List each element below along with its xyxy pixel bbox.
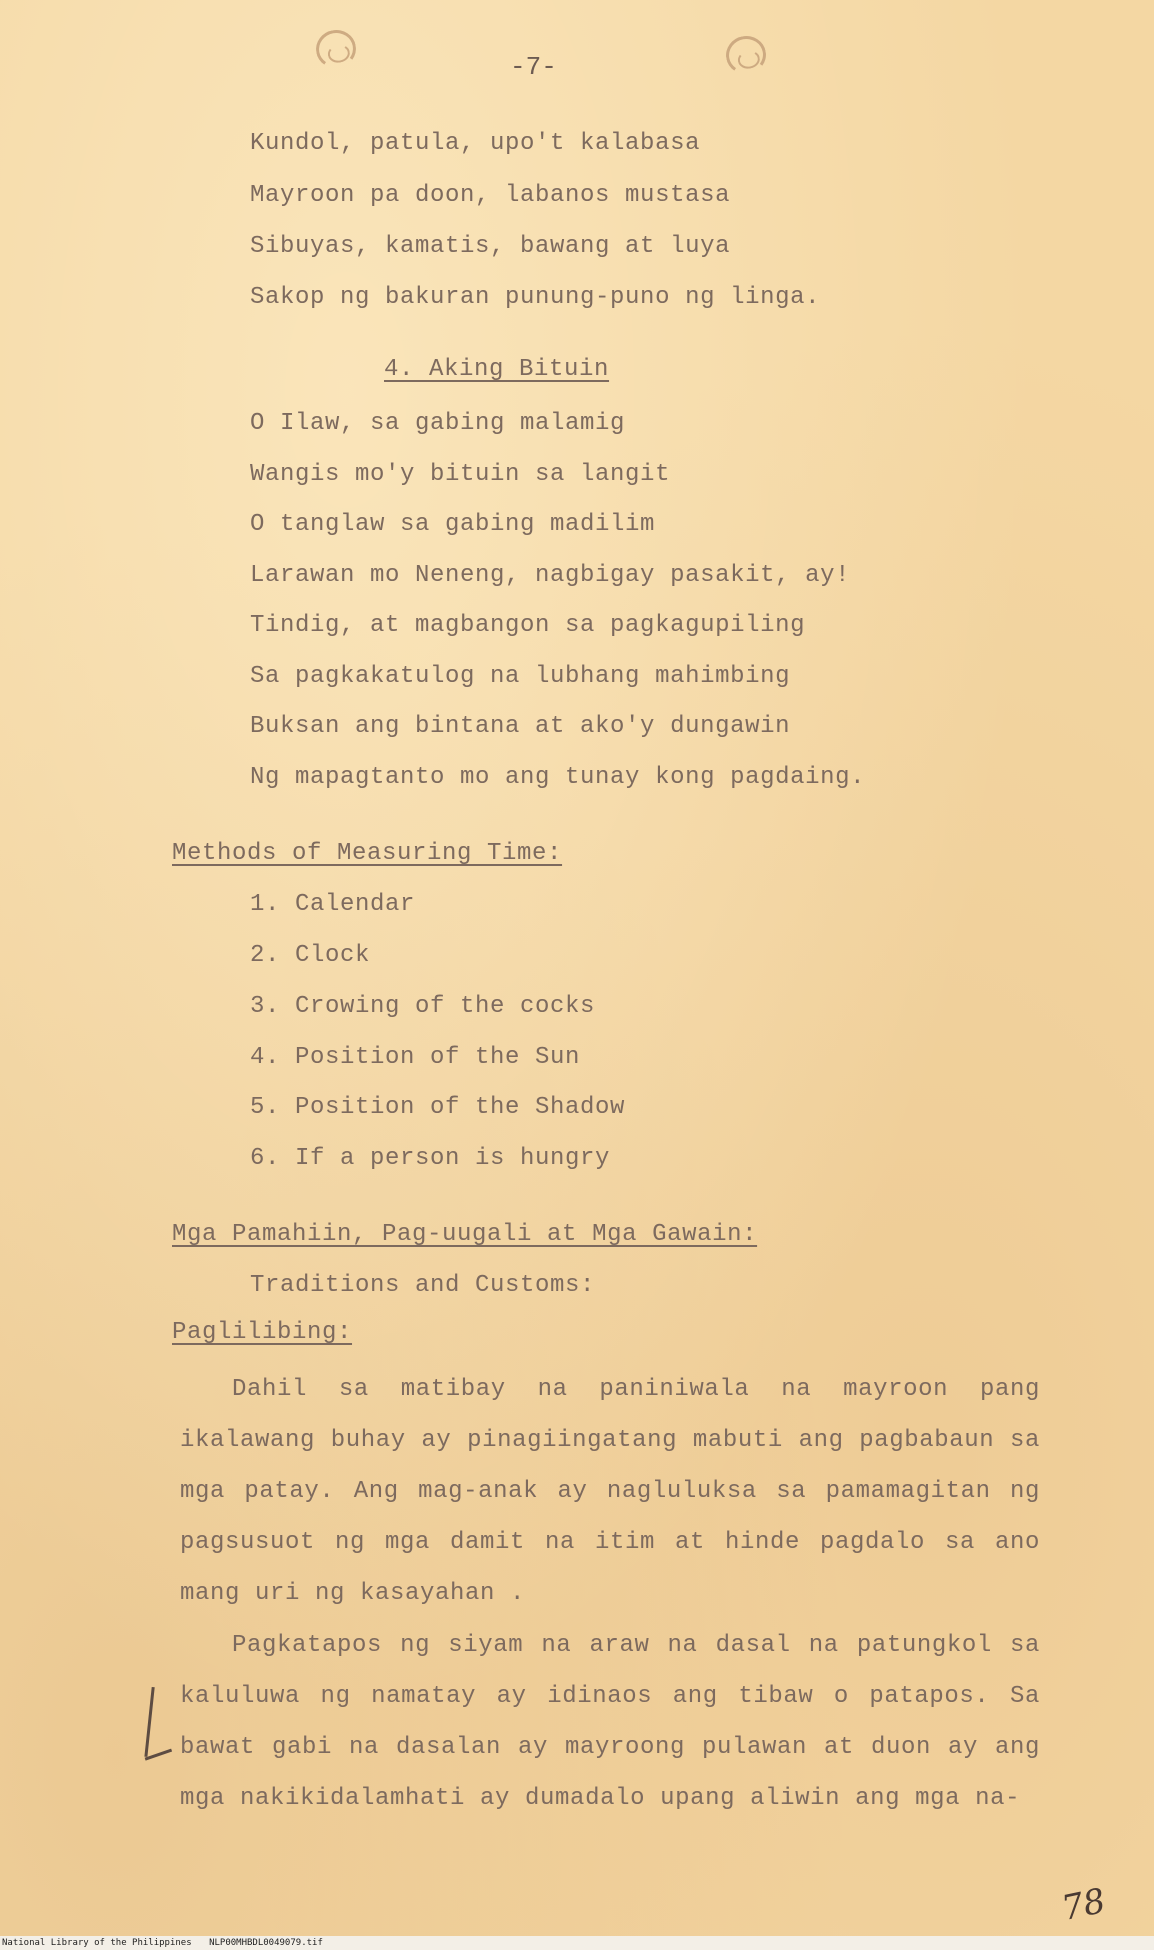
- punch-hole-left: [313, 27, 359, 71]
- margin-bracket-mark: [144, 1687, 174, 1759]
- poem-line: Wangis mo'y bituin sa langit: [250, 461, 671, 488]
- customs-heading: Mga Pamahiin, Pag-uugali at Mga Gawain:: [172, 1221, 758, 1248]
- poem-line: Sakop ng bakuran punung-puno ng linga.: [250, 284, 821, 311]
- method-item: 1. Calendar: [250, 891, 416, 918]
- poem-line: O tanglaw sa gabing madilim: [250, 511, 656, 538]
- poem-line: Mayroon pa doon, labanos mustasa: [250, 182, 731, 209]
- section-heading: Paglilibing:: [172, 1319, 353, 1346]
- customs-subheading: Traditions and Customs:: [250, 1272, 596, 1299]
- poem-line: Sa pagkakatulog na lubhang mahimbing: [250, 663, 791, 690]
- paragraph: Pagkatapos ng siyam na araw na dasal na patungkol sa kaluluwa ng namatay ay idinaos ang tibaw o patapos. Sa bawat gabi na dasalan ay mayroong pulawan at duon ay ang mga nakikidalamhati ay dumadalo upang aliwin ang mga na-: [180, 1632, 1040, 1812]
- methods-heading: Methods of Measuring Time:: [172, 840, 563, 867]
- method-item: 2. Clock: [250, 942, 371, 969]
- poem-line: Buksan ang bintana at ako'y dungawin: [250, 713, 791, 740]
- method-item: 3. Crowing of the cocks: [250, 993, 596, 1020]
- method-item: 5. Position of the Shadow: [250, 1094, 626, 1121]
- handwritten-page-mark: 78: [1058, 1880, 1109, 1930]
- poem-line: Kundol, patula, upo't kalabasa: [250, 130, 701, 157]
- page-number: -7-: [510, 52, 557, 82]
- poem-line: Ng mapagtanto mo ang tunay kong pagdaing.: [250, 764, 866, 791]
- poem-line: Sibuyas, kamatis, bawang at luya: [250, 233, 731, 260]
- punch-hole-right: [723, 33, 769, 77]
- poem-title: 4. Aking Bituin: [384, 356, 610, 383]
- poem-line: O Ilaw, sa gabing malamig: [250, 410, 626, 437]
- poem-line: Larawan mo Neneng, nagbigay pasakit, ay!: [250, 562, 851, 589]
- poem-line: Tindig, at magbangon sa pagkagupiling: [250, 612, 806, 639]
- paragraph: Dahil sa matibay na paniniwala na mayroon pang ikalawang buhay ay pinagiingatang mabuti ang pagbabaun sa mga patay. Ang mag-anak ay nagluluksa sa pamamagitan ng pagsusuot ng mga damit na itim at hinde pagdalo sa ano mang uri ng kasayahan .: [180, 1376, 1040, 1607]
- method-item: 6. If a person is hungry: [250, 1145, 611, 1172]
- method-item: 4. Position of the Sun: [250, 1044, 581, 1071]
- file-name: NLP00MHBDL0049079.tif: [209, 1938, 323, 1948]
- scan-footer: [0, 1936, 1154, 1950]
- library-name: National Library of the Philippines: [2, 1938, 192, 1948]
